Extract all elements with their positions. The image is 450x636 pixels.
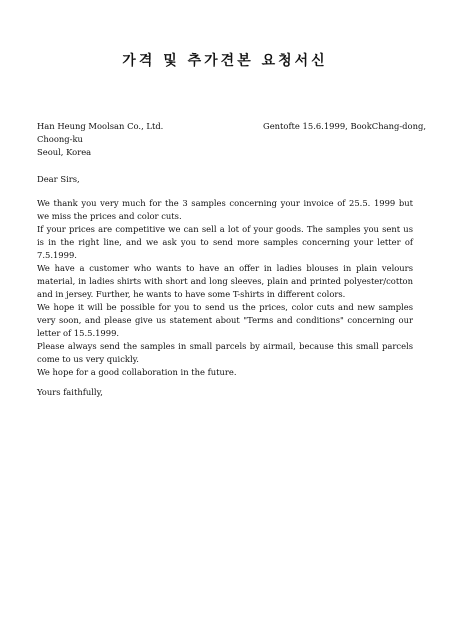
salutation: Dear Sirs, (37, 174, 80, 184)
sender-location-date: Gentofte 15.6.1999, BookChang-dong, (263, 121, 426, 131)
document-title: 가격 및 추가견본 요청서신 (122, 53, 328, 69)
recipient-address-line2: Seoul, Korea (37, 147, 92, 157)
recipient-company: Han Heung Moolsan Co., Ltd. (37, 121, 164, 131)
closing: Yours faithfully, (37, 387, 103, 397)
letter-body (37, 197, 413, 379)
recipient-address-line1: Choong-ku (37, 134, 83, 144)
paragraph: We have a customer who wants to have an offer in ladies blouses in plain velours material, in ladies shirts with short and long sleeves, plain and printed polyester/cotton and in jersey. Further, he wants to have some T-shirts in different colors. (37, 263, 413, 299)
paragraph: Please always send the samples in small parcels by airmail, because this small parcels come to us very quickly. (37, 341, 413, 364)
paragraph: We hope it will be possible for you to send us the prices, color cuts and new samples very soon, and please give us statement about "Terms and conditions" concerning our letter of 15.5.1999. (37, 302, 413, 338)
paragraph: If your prices are competitive we can sell a lot of your goods. The samples you sent us is in the right line, and we ask you to send more samples concerning your letter of 7.5.1999. (37, 224, 413, 260)
paragraph: We hope for a good collaboration in the future. (37, 367, 237, 377)
address-row (37, 120, 426, 133)
paragraph: We thank you very much for the 3 samples concerning your invoice of 25.5. 1999 but we miss the prices and color cuts. (37, 198, 413, 221)
